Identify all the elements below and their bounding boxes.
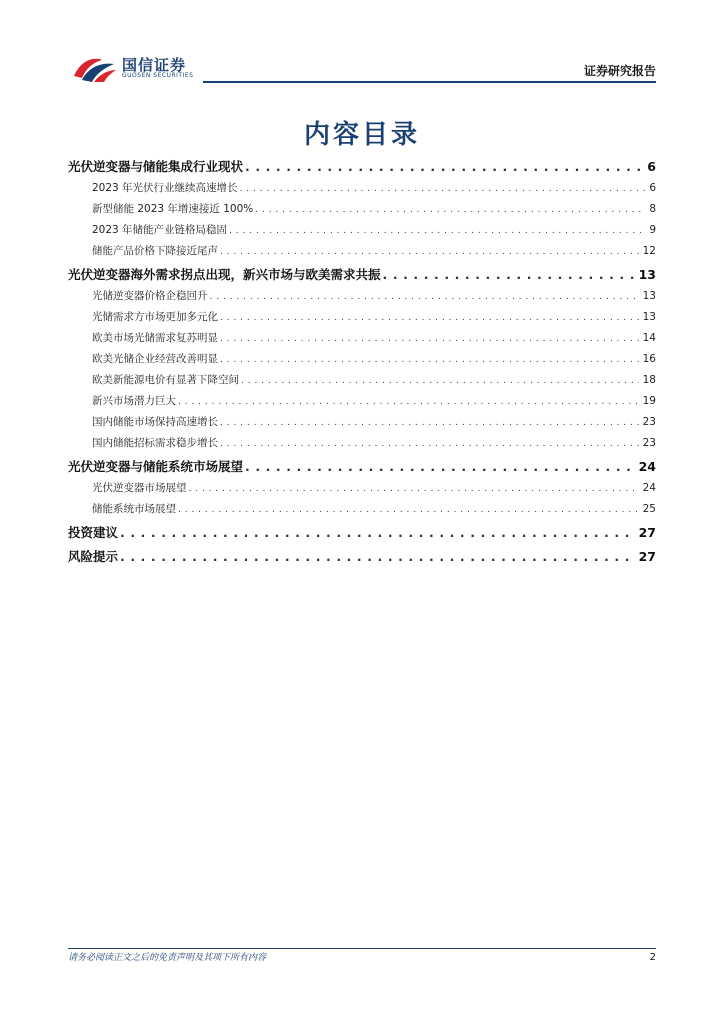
toc-entry-page: 19: [642, 395, 656, 407]
toc-leader-dots: [220, 329, 639, 349]
logo-chinese-name: 国信证券: [122, 56, 187, 74]
toc-subsection-entry[interactable]: [68, 391, 656, 412]
toc-subsection-entry[interactable]: [68, 286, 656, 307]
company-logo: [72, 52, 212, 84]
toc-subsection-entry[interactable]: [68, 241, 656, 262]
toc-leader-dots: [178, 500, 639, 520]
toc-entry-label: 欧美光储企业经营改善明显: [92, 353, 218, 365]
toc-leader-dots: [120, 546, 635, 568]
toc-leader-dots: [220, 413, 639, 433]
toc-entry-page: 12: [642, 245, 656, 257]
toc-entry-label: 国内储能招标需求稳步增长: [92, 437, 218, 449]
toc-entry-page: 13: [642, 290, 656, 302]
toc-subsection-entry[interactable]: [68, 220, 656, 241]
toc-entry-label: 2023 年光伏行业继续高速增长: [92, 182, 238, 194]
disclaimer-note: 请务必阅读正文之后的免责声明及其项下所有内容: [68, 953, 267, 963]
page-header: [0, 0, 724, 90]
toc-entry-page: 9: [649, 224, 656, 236]
toc-entry-page: 8: [649, 203, 656, 215]
toc-leader-dots: [245, 156, 643, 178]
toc-subsection-entry[interactable]: [68, 478, 656, 499]
toc-entry-page: 16: [642, 353, 656, 365]
toc-leader-dots: [383, 264, 635, 286]
toc-leader-dots: [189, 479, 639, 499]
toc-entry-label: 新型储能 2023 年增速接近 100%: [92, 203, 254, 215]
toc-entry-page: 23: [642, 416, 656, 428]
toc-subsection-entry[interactable]: [68, 349, 656, 370]
report-type-label: 证券研究报告: [583, 64, 656, 78]
toc-entry-label: 储能系统市场展望: [92, 503, 176, 515]
toc-leader-dots: [240, 179, 646, 199]
toc-subsection-entry[interactable]: [68, 199, 656, 220]
toc-entry-label: 光伏逆变器与储能集成行业现状: [68, 159, 244, 174]
toc-entry-page: 6: [647, 159, 656, 174]
toc-subsection-entry[interactable]: [68, 328, 656, 349]
toc-leader-dots: [210, 287, 639, 307]
toc-entry-page: 6: [649, 182, 656, 194]
logo-english-name: GUOSEN SECURITIES: [122, 72, 194, 79]
toc-entry-page: 24: [638, 459, 656, 474]
footer-divider: [68, 948, 656, 949]
toc-leader-dots: [178, 392, 639, 412]
toc-entry-label: 欧美市场光储需求复苏明显: [92, 332, 218, 344]
toc-entry-label: 2023 年储能产业链格局稳固: [92, 224, 228, 236]
toc-entry-page: 27: [638, 525, 656, 540]
toc-section: [68, 264, 656, 454]
toc-section: [68, 522, 656, 544]
toc-entry-page: 23: [642, 437, 656, 449]
toc-entry-label: 国内储能市场保持高速增长: [92, 416, 218, 428]
toc-subsection-entry[interactable]: [68, 307, 656, 328]
toc-leader-dots: [220, 242, 639, 262]
toc-entry-label: 光储需求方市场更加多元化: [92, 311, 218, 323]
toc-entry-label: 风险提示: [68, 549, 119, 564]
toc-entry-page: 13: [638, 267, 656, 282]
page-number: 2: [649, 952, 656, 963]
toc-entry-label: 光伏逆变器市场展望: [92, 482, 187, 494]
toc-leader-dots: [229, 221, 645, 241]
toc-chapter-entry[interactable]: [68, 456, 656, 478]
toc-leader-dots: [220, 308, 639, 328]
toc-entry-page: 24: [642, 482, 656, 494]
toc-subsection-entry[interactable]: [68, 370, 656, 391]
table-of-contents: [68, 154, 656, 568]
toc-leader-dots: [245, 456, 635, 478]
toc-leader-dots: [220, 350, 639, 370]
toc-chapter-entry[interactable]: [68, 156, 656, 178]
toc-chapter-entry[interactable]: [68, 522, 656, 544]
toc-entry-label: 光伏逆变器与储能系统市场展望: [68, 459, 244, 474]
toc-leader-dots: [120, 522, 635, 544]
toc-subsection-entry[interactable]: [68, 433, 656, 454]
toc-entry-page: 25: [642, 503, 656, 515]
toc-subsection-entry[interactable]: [68, 178, 656, 199]
toc-leader-dots: [220, 434, 639, 454]
toc-chapter-entry[interactable]: [68, 264, 656, 286]
toc-title: 内容目录: [303, 120, 420, 150]
toc-entry-page: 14: [642, 332, 656, 344]
toc-entry-label: 投资建议: [68, 525, 119, 540]
toc-chapter-entry[interactable]: [68, 546, 656, 568]
toc-entry-label: 欧美新能源电价有显著下降空间: [92, 374, 239, 386]
toc-entry-label: 储能产品价格下降接近尾声: [92, 245, 218, 257]
guosen-logo-icon: [72, 54, 118, 84]
toc-entry-page: 27: [638, 549, 656, 564]
toc-subsection-entry[interactable]: [68, 412, 656, 433]
toc-leader-dots: [255, 200, 645, 220]
toc-entry-label: 光伏逆变器海外需求拐点出现，新兴市场与欧美需求共振: [68, 267, 381, 282]
toc-entry-page: 18: [642, 374, 656, 386]
toc-section: [68, 456, 656, 520]
toc-section: [68, 156, 656, 262]
toc-entry-label: 光储逆变器价格企稳回升: [92, 290, 208, 302]
toc-subsection-entry[interactable]: [68, 499, 656, 520]
toc-leader-dots: [241, 371, 639, 391]
toc-entry-page: 13: [642, 311, 656, 323]
toc-entry-label: 新兴市场潜力巨大: [92, 395, 176, 407]
header-divider: [203, 81, 656, 83]
toc-section: [68, 546, 656, 568]
